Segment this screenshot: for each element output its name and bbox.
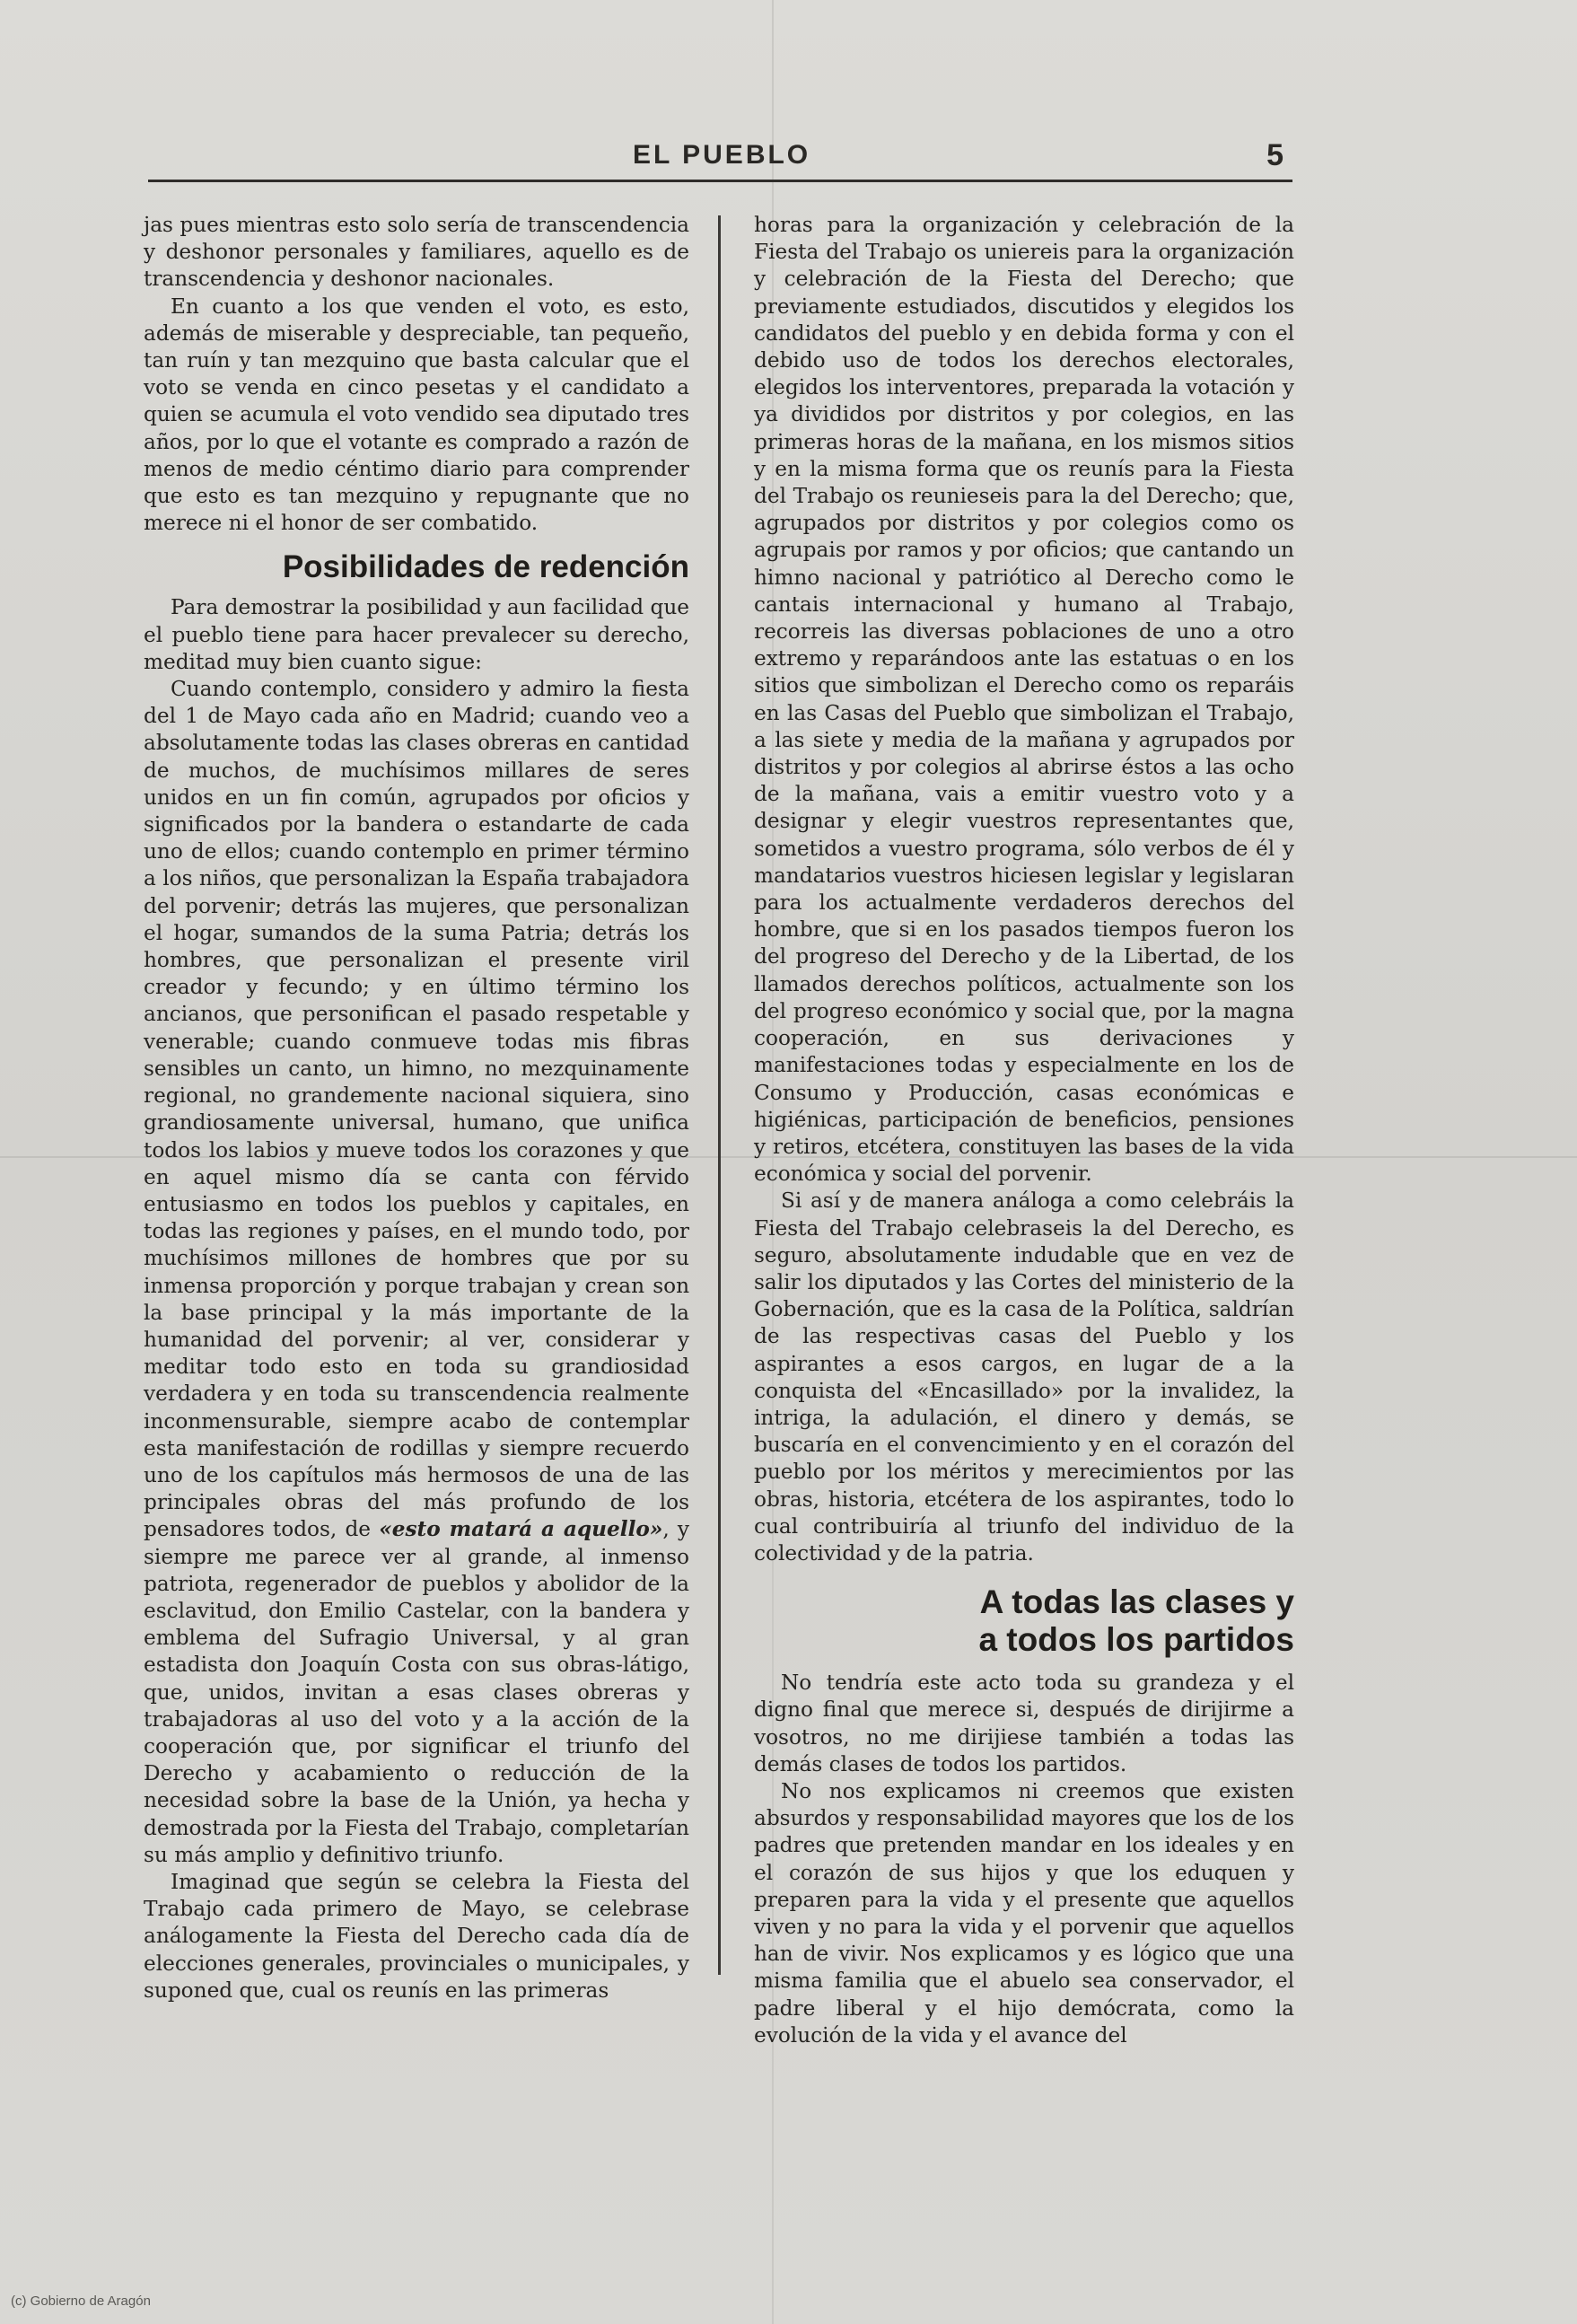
article-paragraph: Para demostrar la posibilidad y aun facilidad que el pueblo tiene para hacer prevalecer su derecho, meditad muy bien cuanto sigue: [144,595,690,674]
paragraph-text: Cuando contemplo, considero y admiro la fiesta del 1 de Mayo cada año en Madrid; cuando veo a absolutamente todas las clases obreras en cantidad de muchos, de muchísimos millares de seres unidos en un fin común, agrupados por oficios y significados por la bandera o estandarte de cada uno de ellos; cuando contemplo en primer término a los niños, que personalizan la España trabajadora del porvenir; detrás las mujeres, que personalizan el hogar, sumandos de la suma Patria; detrás los hombres, que personalizan el presente viril creador y fecundo; y en último término los ancianos, que personifican el pasado respetable y venerable; cuando conmueve todas mis fibras sensibles un canto, un himno, no mezquinamente regional, no grandemente nacional siquiera, sino grandiosamente universal, humano, que unifica todos los labios y mueve todos los corazones y que en aquel mismo día se canta con férvido entusiasmo en todos los pueblos y capitales, en todas las regiones y países, en el mundo todo, por muchísimos millones de hombres que por su inmensa proporción y porque trabajan y crean son la base principal y la más importante de la humanidad del porvenir; al ver, considerar y meditar todo esto en toda su grandiosidad verdadera y en toda su transcendencia realmente inconmensurable, siempre acabo de contemplar esta manifestación de rodillas y siempre recuerdo uno de los capítulos más hermosos de una de las principales obras del más profundo de los pensadores todos, de [144,677,689,1542]
article-paragraph: No nos explicamos ni creemos que existen absurdos y responsabilidad mayores que los de los padres que pretenden mandar en los ideales y en el corazón de sus hijos y que los eduquen y preparen para la vida y el presente que aquellos viven y no para la vida y el porvenir que aquellos han de vivir. Nos explicamos y es lógico que una misma familia que el abuelo sea conservador, el padre liberal y el hijo demócrata, como la evolución de la vida y el avance del [754,1778,1294,2048]
page-number: 5 [1266,138,1284,172]
masthead [148,140,1292,185]
paragraph-text: , y siempre me parece ver al grande, al inmenso patriota, regenerador de pueblos y abolidor de la esclavitud, don Emilio Castelar, con la bandera y emblema del Sufragio Universal, y al gran estadista don Joaquín Costa con sus obras-látigo, que, unidos, invitan a esas clases obreras y trabajadoras al uso del voto y a la acción de la cooperación que, por significar el triunfo del Derecho y acabamiento o reducción de la necesidad sobre la base de la Unión, ya hecha y demostrada por la Fiesta del Trabajo, completarían su más amplio y definitivo triunfo. [144,1517,689,1867]
left-column [144,212,689,2004]
heading-line: A todas las clases y [979,1583,1294,1621]
article-paragraph: jas pues mientras esto solo sería de transcendencia y deshonor personales y familiares, aquello es de transcendencia y deshonor nacionales. [144,213,689,292]
article-paragraph: Si así y de manera análoga a como celebráis la Fiesta del Trabajo celebraseis la del Derecho, es seguro, absolutamente indudable que en vez de salir los diputados y las Cortes del ministerio de la Gobernación, que es la casa de la Política, saldrían de las respectivas casas del Pueblo y los aspirantes a esos cargos, en lugar de a la conquista del «Encasillado» por la invalidez, la intriga, la adulación, el dinero y demás, se buscaría en el convencimiento y en el corazón del pueblo por los méritos y merecimientos por las obras, historia, etcétera de los aspirantes, todo lo cual contribuiría al triunfo del individuo de la colectividad y de la patria. [754,1188,1294,1565]
article-paragraph [144,676,689,1869]
column-divider [718,215,721,1975]
section-heading-clases [754,1583,1294,1659]
newspaper-title: EL PUEBLO [633,140,811,170]
article-paragraph: En cuanto a los que venden el voto, es esto, además de miserable y despreciable, tan pequeño, tan ruín y tan mezquino que basta calcular que el voto se venda en cinco pesetas y el candidato a quien se acumula el voto vendido sea diputado tres años, por lo que el votante es comprado a razón de menos de medio céntimo diario para comprender que esto es tan mezquino y repugnante que no merece ni el honor de ser combatido. [144,294,689,536]
image-credit: (c) Gobierno de Aragón [11,2293,151,2309]
quoted-title: «esto matará a aquello» [379,1517,663,1542]
heading-line: a todos los partidos [978,1621,1294,1659]
right-column [754,212,1294,2049]
article-paragraph: horas para la organización y celebración de la Fiesta del Trabajo os uniereis para la organización y celebración de la Fiesta del Derecho; que previamente estudiados, discutidos y elegidos los candidatos del pueblo y en debida forma y con el debido uso de todos los derechos electorales, elegidos los interventores, preparada la votación y ya divididos por distritos y por colegios, en las primeras horas de la mañana, en los mismos sitios y en la misma forma que os reunís para la Fiesta del Trabajo os reunieseis para la del Derecho; que, agrupados por distritos y por colegios como os agrupais por ramos y por oficios; que cantando un himno nacional y patriótico al Derecho como le cantais internacional y humano al Trabajo, recorreis las diversas poblaciones de uno a otro extremo y reparándoos ante las estatuas o en los sitios que simbolizan el Derecho como os reparáis en las Casas del Pueblo que simbolizan el Trabajo, a las siete y media de la mañana y agrupados por distritos y por colegios al abrirse éstos a las ocho de la mañana, vais a emitir vuestro voto y a designar y elegir vuestros representantes que, sometidos a vuestro programa, sólo verbos de él y mandatarios vuestros hiciesen legislar y legislaran para los actualmente verdaderos derechos del hombre, que si en los pasados tiempos fueron los del progreso del Derecho y de la Libertad, de los llamados derechos políticos, actualmente son los del progreso económico y social que, por la magna cooperación, en sus derivaciones y manifestaciones todas y especialmente en los de Consumo y Producción, casas económicas e higiénicas, participación de beneficios, pensiones y retiros, etcétera, constituyen las bases de la vida económica y social del porvenir. [754,213,1294,1187]
article-paragraph: No tendría este acto toda su grandeza y el digno final que merece si, después de dirijirme a vosotros, no me dirijiese también a todas las demás clases de todos los partidos. [754,1671,1294,1776]
section-heading-redencion: Posibilidades de redención [282,549,689,585]
masthead-rule [148,180,1292,182]
article-paragraph: Imaginad que según se celebra la Fiesta del Trabajo cada primero de Mayo, se celebrase análogamente la Fiesta del Derecho cada día de elecciones generales, provinciales o municipales, y suponed que, cual os reunís en las primeras [144,1869,689,2003]
